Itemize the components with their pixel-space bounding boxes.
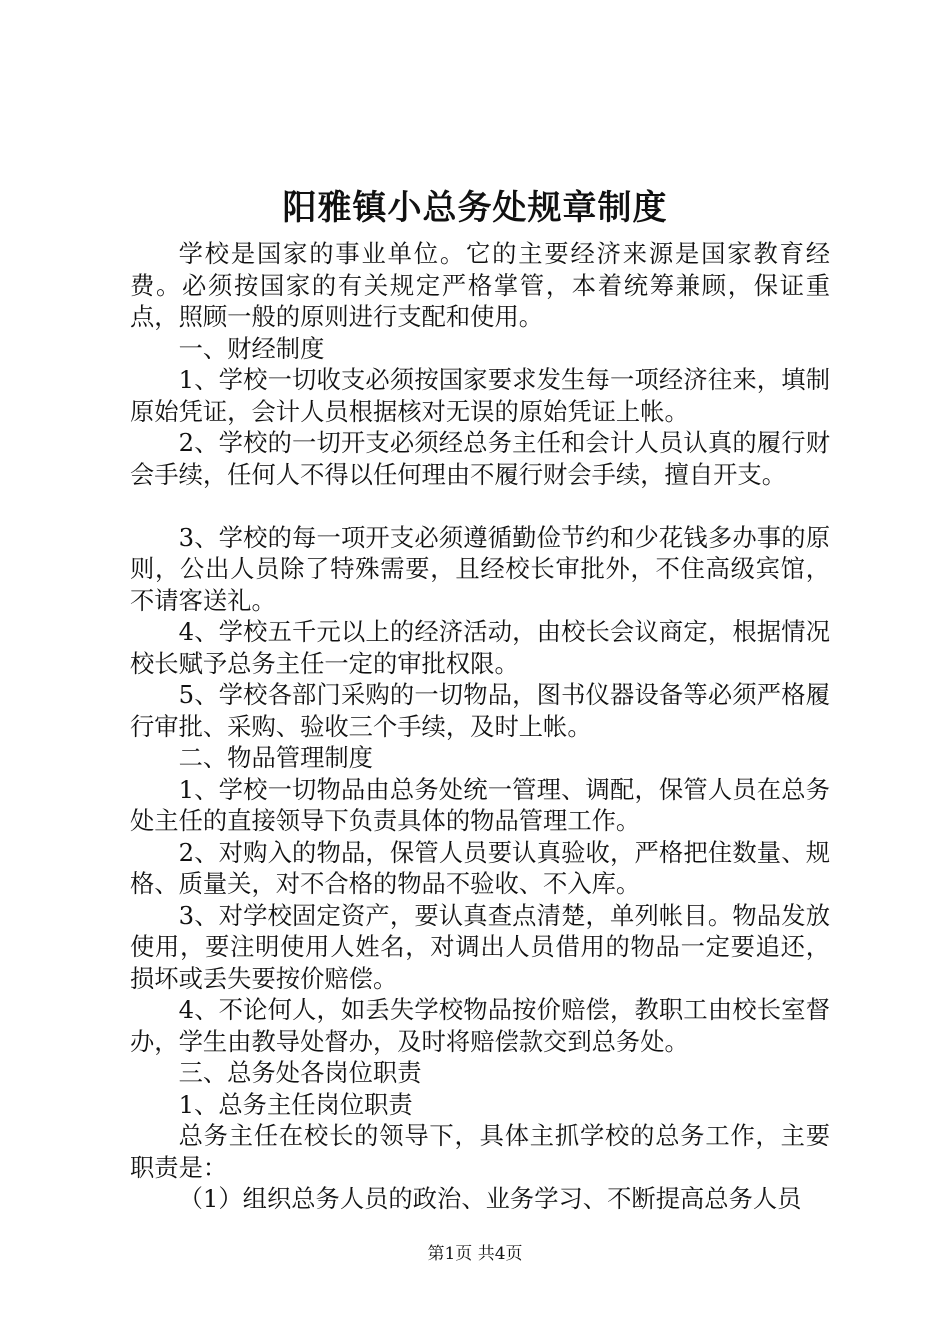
paragraph-goods-1: 1、学校一切物品由总务处统一管理、调配，保管人员在总务处主任的直接领导下负责具体的物品管理工作。 (130, 774, 830, 835)
paragraph-goods-4: 4、不论何人，如丢失学校物品按价赔偿，教职工由校长室督办，学生由教导处督办，及时将赔偿款交到总务处。 (130, 995, 830, 1056)
document-title: 阳雅镇小总务处规章制度 (282, 188, 668, 228)
subheading-director-duties: 1、总务主任岗位职责 (178, 1089, 413, 1119)
paragraph-finance-1: 1、学校一切收支必须按国家要求发生每一项经济往来，填制原始凭证，会计人员根据核对无误的原始凭证上帐。 (130, 365, 830, 426)
paragraph-goods-3: 3、对学校固定资产，要认真查点清楚，单列帐目。物品发放使用，要注明使用人姓名，对调出人员借用的物品一定要追还，损坏或丢失要按价赔偿。 (130, 900, 830, 993)
paragraph-director-item-1: （1）组织总务人员的政治、业务学习、不断提高总务人员 (178, 1184, 802, 1213)
paragraph-finance-5: 5、学校各部门采购的一切物品，图书仪器设备等必须严格履行审批、采购、验收三个手续，及时上帐。 (130, 680, 830, 741)
paragraph-finance-3: 3、学校的每一项开支必须遵循勤俭节约和少花钱多办事的原则，公出人员除了特殊需要，且经校长审批外，不住高级宾馆，不请客送礼。 (130, 522, 830, 615)
paragraph-finance-4: 4、学校五千元以上的经济活动，由校长会议商定，根据情况校长赋予总务主任一定的审批权限。 (130, 617, 830, 678)
document-body (130, 238, 830, 1215)
paragraph-finance-2: 2、学校的一切开支必须经总务主任和会计人员认真的履行财会手续，任何人不得以任何理由不履行财会手续，擅自开支。 (130, 428, 830, 489)
paragraph-director-intro: 总务主任在校长的领导下，具体主抓学校的总务工作，主要职责是： (130, 1121, 830, 1182)
paragraph-goods-2: 2、对购入的物品，保管人员要认真验收，严格把住数量、规格、质量关，对不合格的物品不验收、不入库。 (130, 837, 830, 898)
paragraph-intro: 学校是国家的事业单位。它的主要经济来源是国家教育经费。必须按国家的有关规定严格掌管，本着统筹兼顾，保证重点，照顾一般的原则进行支配和使用。 (130, 239, 830, 331)
section-heading-duties: 三、总务处各岗位职责 (178, 1058, 422, 1087)
section-heading-goods: 二、物品管理制度 (178, 743, 373, 772)
paragraph-spacer (130, 490, 830, 522)
section-heading-finance: 一、财经制度 (178, 333, 325, 363)
page-number-footer: 第1页 共4页 (427, 1244, 523, 1264)
